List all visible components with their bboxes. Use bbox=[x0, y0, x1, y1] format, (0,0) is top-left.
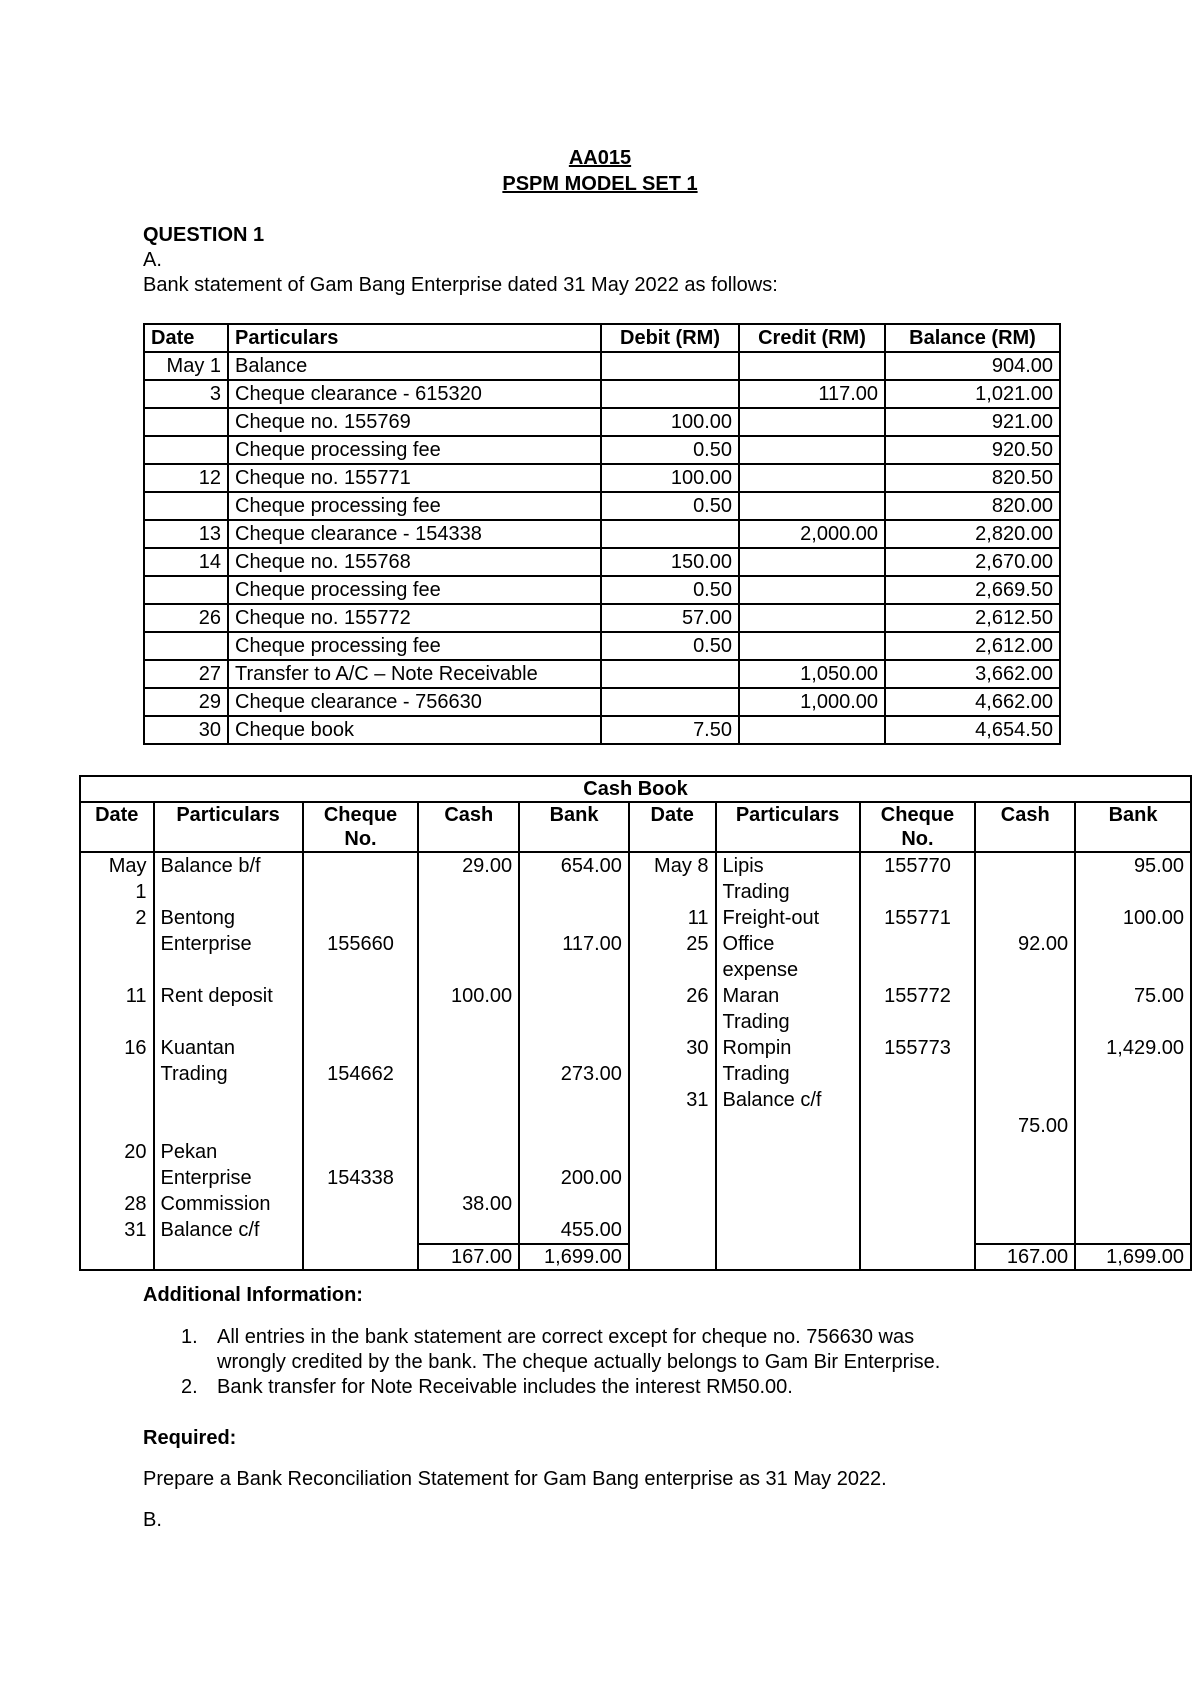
cell-credit: 1,000.00 bbox=[739, 688, 885, 716]
cell-date bbox=[144, 492, 228, 520]
cell-particulars: Cheque clearance - 615320 bbox=[228, 380, 601, 408]
cell-credit: 117.00 bbox=[739, 380, 885, 408]
cell-date: 3 bbox=[144, 380, 228, 408]
cell-particulars: Cheque no. 155769 bbox=[228, 408, 601, 436]
table-row bbox=[144, 520, 1060, 548]
cell-date bbox=[144, 436, 228, 464]
cell-balance: 2,669.50 bbox=[885, 576, 1060, 604]
header-particulars: Particulars bbox=[716, 802, 860, 852]
document-code: AA015 bbox=[568, 147, 632, 169]
cell-particulars: Cheque no. 155768 bbox=[228, 548, 601, 576]
cell-particulars: Cheque processing fee bbox=[228, 632, 601, 660]
cell-particulars: Balance bbox=[228, 352, 601, 380]
header-date: Date bbox=[80, 802, 154, 852]
cell-debit: 150.00 bbox=[601, 548, 739, 576]
list-item-text: Bank transfer for Note Receivable includes the interest RM50.00. bbox=[217, 1376, 793, 1398]
cell-balance: 2,670.00 bbox=[885, 548, 1060, 576]
cell-balance: 4,662.00 bbox=[885, 688, 1060, 716]
cell-date: 12 bbox=[144, 464, 228, 492]
header-debit: Debit (RM) bbox=[601, 324, 739, 352]
cell-particulars: Cheque no. 155771 bbox=[228, 464, 601, 492]
cell-credit: 1,050.00 bbox=[739, 660, 885, 688]
header-balance: Balance (RM) bbox=[885, 324, 1060, 352]
header-cheque-no: Cheque No. bbox=[860, 802, 976, 852]
cell-particulars: Cheque book bbox=[228, 716, 601, 744]
cell-balance: 1,021.00 bbox=[885, 380, 1060, 408]
cell-particulars: Cheque clearance - 154338 bbox=[228, 520, 601, 548]
cell-date: 26 bbox=[144, 604, 228, 632]
table-row bbox=[144, 632, 1060, 660]
total-debit-cash: 167.00 bbox=[418, 1244, 519, 1270]
cell-balance: 820.00 bbox=[885, 492, 1060, 520]
required-title: Required: bbox=[143, 1427, 237, 1449]
header-particulars: Particulars bbox=[154, 802, 303, 852]
cell-balance: 2,820.00 bbox=[885, 520, 1060, 548]
cell-debit bbox=[601, 660, 739, 688]
question-title: QUESTION 1 bbox=[143, 224, 265, 246]
table-row bbox=[144, 576, 1060, 604]
table-row bbox=[144, 716, 1060, 744]
cell-debit: 0.50 bbox=[601, 632, 739, 660]
table-row bbox=[144, 688, 1060, 716]
list-item bbox=[181, 1325, 1081, 1375]
header-date: Date bbox=[144, 324, 228, 352]
cell-credit: 2,000.00 bbox=[739, 520, 885, 548]
table-row bbox=[144, 604, 1060, 632]
table-row bbox=[144, 436, 1060, 464]
credit-date-column: May 8 11 25 26 30 31 bbox=[629, 852, 716, 1244]
additional-info-list bbox=[181, 1325, 1081, 1400]
cash-book-header-row bbox=[80, 802, 1191, 852]
document-subtitle: PSPM MODEL SET 1 bbox=[502, 173, 698, 195]
cell-particulars: Cheque clearance - 756630 bbox=[228, 688, 601, 716]
header-bank: Bank bbox=[1075, 802, 1191, 852]
debit-particulars-column: Balance b/f Bentong Enterprise Rent deposit Kuantan Trading Pekan Enterprise Commission Balance c/f bbox=[154, 852, 303, 1244]
cash-book-totals-row bbox=[80, 1244, 1191, 1270]
bank-statement-table bbox=[143, 323, 1061, 745]
debit-bank-column: 654.00 117.00 273.00 200.00 455.00 bbox=[519, 852, 629, 1244]
credit-particulars-column: Lipis Trading Freight-out Office expense Maran Trading Rompin Trading Balance c/f bbox=[716, 852, 860, 1244]
table-row bbox=[144, 408, 1060, 436]
cash-book-entries bbox=[80, 852, 1191, 1244]
debit-cheque-column: 155660 154662 154338 bbox=[303, 852, 419, 1244]
cash-book-table bbox=[79, 775, 1192, 1271]
cell-date: 13 bbox=[144, 520, 228, 548]
cell-date: May 1 bbox=[144, 352, 228, 380]
cell-debit bbox=[601, 380, 739, 408]
cell-particulars: Cheque processing fee bbox=[228, 576, 601, 604]
cell-debit: 7.50 bbox=[601, 716, 739, 744]
cell-date: 30 bbox=[144, 716, 228, 744]
cell-particulars: Cheque no. 155772 bbox=[228, 604, 601, 632]
table-row bbox=[144, 548, 1060, 576]
bank-statement-header-row bbox=[144, 324, 1060, 352]
list-item-text: All entries in the bank statement are correct except for cheque no. 756630 was bbox=[217, 1326, 915, 1348]
part-b-label: B. bbox=[143, 1509, 162, 1531]
header-date: Date bbox=[629, 802, 716, 852]
cash-book-caption: Cash Book bbox=[80, 776, 1191, 802]
table-row bbox=[144, 660, 1060, 688]
cell-balance: 920.50 bbox=[885, 436, 1060, 464]
required-text: Prepare a Bank Reconciliation Statement for Gam Bang enterprise as 31 May 2022. bbox=[143, 1468, 887, 1490]
cell-date: 29 bbox=[144, 688, 228, 716]
list-item-number: 1. bbox=[181, 1326, 198, 1348]
cell-debit: 57.00 bbox=[601, 604, 739, 632]
cell-particulars: Cheque processing fee bbox=[228, 436, 601, 464]
cell-credit bbox=[739, 464, 885, 492]
question-intro: Bank statement of Gam Bang Enterprise dated 31 May 2022 as follows: bbox=[143, 274, 778, 296]
cell-particulars: Transfer to A/C – Note Receivable bbox=[228, 660, 601, 688]
part-a-label: A. bbox=[143, 249, 162, 271]
cell-credit bbox=[739, 436, 885, 464]
list-item-number: 2. bbox=[181, 1376, 198, 1398]
cell-balance: 2,612.00 bbox=[885, 632, 1060, 660]
header-credit: Credit (RM) bbox=[739, 324, 885, 352]
cell-debit bbox=[601, 352, 739, 380]
cell-particulars: Cheque processing fee bbox=[228, 492, 601, 520]
header-particulars: Particulars bbox=[228, 324, 601, 352]
credit-cash-column: 92.00 75.00 bbox=[975, 852, 1075, 1244]
additional-info-title: Additional Information: bbox=[143, 1284, 363, 1306]
cell-date: 14 bbox=[144, 548, 228, 576]
cell-credit bbox=[739, 604, 885, 632]
cell-credit bbox=[739, 632, 885, 660]
header-cash: Cash bbox=[418, 802, 519, 852]
credit-bank-column: 95.00 100.00 75.00 1,429.00 bbox=[1075, 852, 1191, 1244]
cell-balance: 2,612.50 bbox=[885, 604, 1060, 632]
cell-balance: 4,654.50 bbox=[885, 716, 1060, 744]
header-cheque-no: Cheque No. bbox=[303, 802, 419, 852]
cell-balance: 904.00 bbox=[885, 352, 1060, 380]
debit-cash-column: 29.00 100.00 38.00 bbox=[418, 852, 519, 1244]
total-debit-bank: 1,699.00 bbox=[519, 1244, 629, 1270]
cell-credit bbox=[739, 492, 885, 520]
table-row bbox=[144, 492, 1060, 520]
cell-credit bbox=[739, 352, 885, 380]
table-row bbox=[144, 464, 1060, 492]
total-credit-bank: 1,699.00 bbox=[1075, 1244, 1191, 1270]
total-credit-cash: 167.00 bbox=[975, 1244, 1075, 1270]
credit-cheque-column: 155770 155771 155772 155773 bbox=[860, 852, 976, 1244]
list-item-text: wrongly credited by the bank. The cheque actually belongs to Gam Bir Enterprise. bbox=[217, 1351, 941, 1373]
header-bank: Bank bbox=[519, 802, 629, 852]
cell-credit bbox=[739, 576, 885, 604]
cell-date bbox=[144, 576, 228, 604]
cell-debit: 0.50 bbox=[601, 492, 739, 520]
cell-date bbox=[144, 408, 228, 436]
list-item bbox=[181, 1375, 1081, 1400]
table-row bbox=[144, 380, 1060, 408]
cell-balance: 921.00 bbox=[885, 408, 1060, 436]
cell-debit bbox=[601, 688, 739, 716]
cell-debit: 100.00 bbox=[601, 408, 739, 436]
cell-debit: 0.50 bbox=[601, 436, 739, 464]
cell-debit bbox=[601, 520, 739, 548]
debit-date-column: May 1 2 11 16 20 28 31 bbox=[80, 852, 154, 1244]
cell-balance: 820.50 bbox=[885, 464, 1060, 492]
cell-debit: 100.00 bbox=[601, 464, 739, 492]
cell-date bbox=[144, 632, 228, 660]
cell-credit bbox=[739, 408, 885, 436]
table-row bbox=[144, 352, 1060, 380]
header-cash: Cash bbox=[975, 802, 1075, 852]
cell-balance: 3,662.00 bbox=[885, 660, 1060, 688]
cell-credit bbox=[739, 548, 885, 576]
cell-debit: 0.50 bbox=[601, 576, 739, 604]
cell-date: 27 bbox=[144, 660, 228, 688]
cell-credit bbox=[739, 716, 885, 744]
